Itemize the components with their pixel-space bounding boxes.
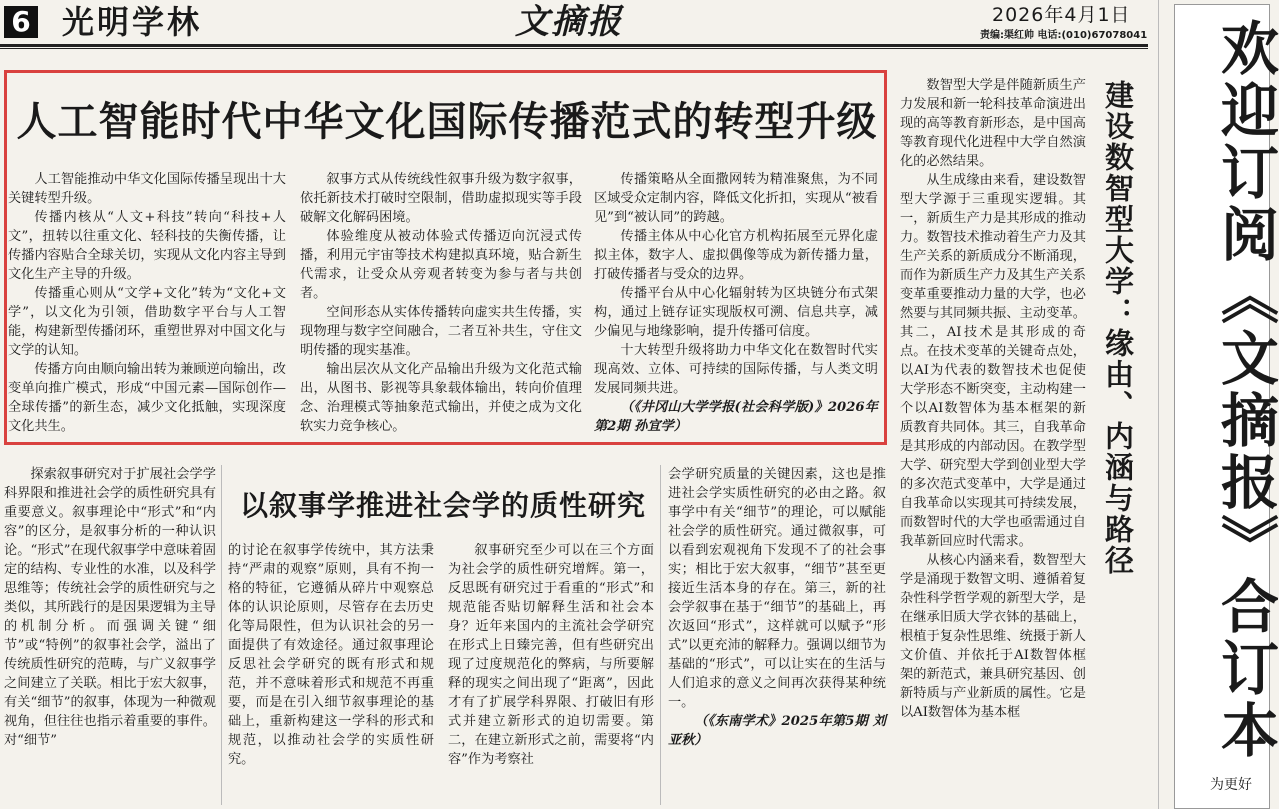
paragraph: 传播主体从中心化官方机构拓展至元界化虚拟主体，数字人、虚拟偶像等成为新传播力量，打破传播者与受众的边界。: [594, 229, 878, 282]
paragraph: 人工智能推动中华文化国际传播呈现出十大关键转型升级。: [8, 172, 286, 206]
paragraph: 的讨论在叙事学传统中，其方法秉持“严肃的观察”原则，具有不拘一格的特征，它遵循从碎片中观察总体的认识论原则，尽管存在去历史化等局限性，但为认识社会的另一面提供了有效途径。通过叙事理论反思社会学研究的既有形式和规范，并不意味着形式和规范不再重要，而是在引入细节叙事理论的基础上，重新构建这一学科的形式和规范，以推动社会学的实质性研究。: [228, 543, 434, 767]
paragraph: 叙事研究至少可以在三个方面为社会学的质性研究增辉。第一，反思既有研究过于看重的“形式”和规范能否贴切解释生活和社会本身？近年来国内的主流社会学研究在形式上日臻完善，但有些研究出现了过度规范化的弊病，与所要解释的现实之间出现了“距离”，因此才有了扩展学科界限、打破旧有形式并建立新形式的迫切需要。第二，在建立新形式之前，需要将“内容”作为考察社: [448, 543, 654, 767]
masthead-rule: [0, 44, 1148, 47]
paragraph: 数智型大学是伴随新质生产力发展和新一轮科技革命演进出现的高等教育新形态，是中国高等教育现代化进程中大学自然演化的必然结果。: [900, 78, 1086, 169]
paragraph: 叙事方式从传统线性叙事升级为数字叙事，依托新技术打破时空限制，借助虚拟现实等手段破解文化解码困境。: [300, 172, 582, 225]
paragraph: 传播方向由顺向输出转为兼顾逆向输出，改变单向推广模式，形成“中国元素—国际创作—全球传播”的新生态，减少文化抵触，实现深度文化共生。: [8, 362, 286, 434]
paragraph: 会学研究质量的关键因素，这也是推进社会学实质性研究的必由之路。叙事学中有关“细节”的理论，可以赋能社会学的质性研究。通过微叙事，可以看到宏观视角下发现不了的社会事实；相比于宏大叙事，“细节”甚至更接近生活本身的存在。第三，新的社会学叙事在基于“细节”的基础上，再次返回“形式”，这样就可以赋予“形式”以更充沛的解释力。强调以细节为基础的“形式”，可以让实在的生活与人们追求的意义之间再次获得某种统一。: [668, 467, 886, 710]
column-divider: [1158, 0, 1159, 809]
subscription-ad-headline: 欢迎订阅《文摘报》合订本: [1211, 18, 1279, 762]
right-article-title: 建设数智型大学：缘由、内涵与路径: [1101, 80, 1135, 576]
editor-line: 责编:渠红帅 电话:(010)67078041: [980, 30, 1148, 41]
bottom-column-4: [668, 465, 886, 805]
bottom-column-3: [448, 541, 654, 805]
right-article-column: [900, 76, 1086, 809]
issue-date: 2026年4月1日: [992, 4, 1131, 26]
paragraph: 探索叙事研究对于扩展社会学学科界限和推进社会学的质性研究具有重要意义。叙事理论中“形式”和“内容”的区分，是叙事分析的一种认识论。“形式”在现代叙事学中意味着固定的结构、专业性的水准，以及科学思维等；传统社会学的质性研究与之类似，其所践行的是因果逻辑为主导的机制分析。而强调关键“细节”或“特例”的叙事社会学，溢出了传统质性研究的范畴，与广义叙事学之间建立了关联。相比于宏大叙事，有关“细节”的叙事，体现为一种微观视角，但往往也指示着重要的事件。对“细节”: [4, 467, 216, 748]
bottom-article-title: 以叙事学推进社会学的质性研究: [240, 489, 647, 522]
paragraph: 从核心内涵来看，数智型大学是涌现于数智文明、遵循着复杂性科学哲学观的新型大学，是在继承旧质大学衣钵的基础上，根植于复杂性思维、统摄于新人文价值、并依托于AI数智体框架的新范式，兼具研究基因、创新特质与产业新质的属性。它是以AI数智体为基本框: [900, 553, 1086, 720]
paragraph: 体验维度从被动体验式传播迈向沉浸式传播，利用元宇宙等技术构建拟真环境，贴合新生代需求，让受众从旁观者转变为参与者与共创者。: [300, 229, 582, 301]
masthead-rule-thin: [0, 48, 1148, 49]
page-number: 6: [4, 6, 38, 38]
featured-article-title: 人工智能时代中华文化国际传播范式的转型升级: [16, 98, 878, 145]
paragraph: 传播平台从中心化辐射转为区块链分布式架构，通过上链存证实现版权可溯、信息共享，减少偏见与地缘影响，提升传播可信度。: [594, 286, 878, 339]
featured-column-1: [8, 170, 286, 432]
paragraph: 输出层次从文化产品输出升级为文化范式输出，从图书、影视等具象载体输出，转向价值理念、治理模式等抽象范式输出，并使之成为文化软实力竞争核心。: [300, 362, 582, 434]
source-citation: （《东南学术》2025年第5期 刘亚秋）: [668, 714, 886, 748]
bottom-column-1: [4, 465, 216, 805]
featured-column-3: [594, 170, 878, 432]
section-name: 光明学林: [62, 3, 203, 41]
paragraph: 传播重心则从“文学+文化”转为“文化+文学”，以文化为引领，借助数字平台与人工智能，构建新型传播闭环，重塑世界对中国文化与文学的认知。: [8, 286, 286, 358]
paragraph: 传播策略从全面撒网转为精准聚焦，为不同区域受众定制内容，降低文化折扣，实现从“被看见”到“被认同”的跨越。: [594, 172, 878, 225]
subscription-ad-footer: 为更好: [1210, 777, 1252, 793]
source-citation: （《井冈山大学学报(社会科学版)》2026年第2期 孙宜学）: [594, 400, 878, 434]
column-divider: [221, 465, 222, 805]
paragraph: 从生成缘由来看，建设数智型大学源于三重现实逻辑。其一，新质生产力是其形成的推动力。数智技术推动着生产力及其生产关系的新质成分不断涌现，而作为新质生产力及其生产关系变革重要推动力量的大学，也必然要与其同频共振、主动变革。其二，AI技术是其形成的奇点。在技术变革的关键奇点处，以AI为代表的数智技术也促使大学形态不断突变，主动构建一个以AI数智体为基本框架的新质教育共同体。其三，自我革命是其形成的内部动因。在教学型大学、研究型大学到创业型大学的多次范式变革中，大学是通过自我革命以实现其可持续发展，而数智时代的大学也亟需通过自我革新回应时代需求。: [900, 173, 1086, 549]
column-divider: [660, 465, 661, 805]
paper-name-logo: 文摘报: [515, 2, 623, 42]
bottom-column-2: [228, 541, 434, 805]
paragraph: 空间形态从实体传播转向虚实共生传播，实现物理与数字空间融合，二者互补共生，守住文明传播的现实基准。: [300, 305, 582, 358]
paragraph: 传播内核从“人文+科技”转向“科技+人文”，扭转以往重文化、轻科技的失衡传播，让传播内容贴合全球关切，实现从文化内容主导到文化生产主导的升级。: [8, 210, 286, 282]
paragraph: 十大转型升级将助力中华文化在数智时代实现高效、立体、可持续的国际传播，与人类文明发展同频共进。: [594, 343, 878, 396]
featured-column-2: [300, 170, 582, 432]
